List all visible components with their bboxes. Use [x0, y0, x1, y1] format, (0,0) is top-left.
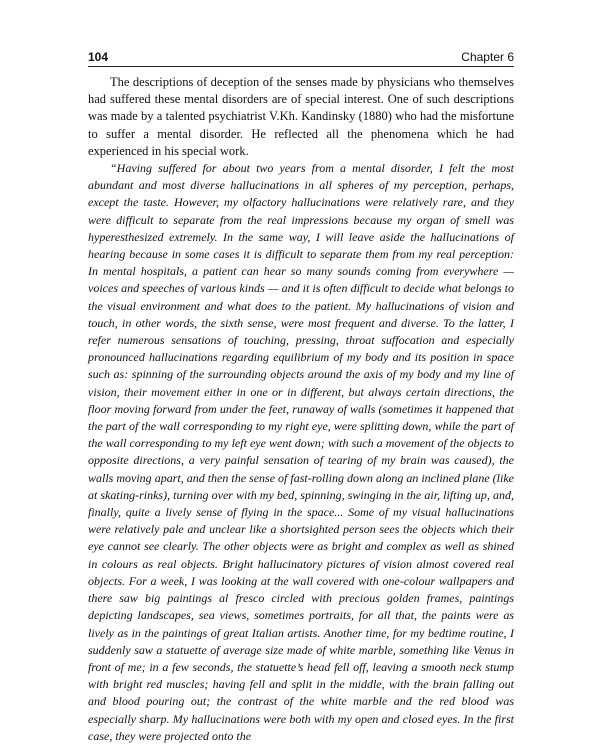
chapter-label: Chapter 6	[461, 50, 514, 64]
intro-paragraph: The descriptions of deception of the senses made by physicians who themselves had suffered these mental disorders are of special interest. One of such descriptions was made by a talented psychiatrist V.Kh. Kandinsky (1880) who had the misfortune to suffer a mental disorder. He reflected all the phenomena which he had experienced in his special work.	[88, 75, 514, 158]
body-text	[88, 74, 514, 745]
running-head	[88, 48, 514, 66]
page-number: 104	[88, 50, 109, 64]
quotation-paragraph: “Having suffered for about two years from a mental disorder, I felt the most abundant and most diverse hallucinations in all spheres of my perception, perhaps, except the taste. However, my olfactory hallucinations were relatively rare, and they were difficult to separate from the real impressions because my organ of smell was hyperesthesized extremely. In the same way, I will leave aside the hallucinations of hearing because in some cases it is difficult to separate them from my real perception: In mental hospitals, a patient can hear so many sounds coming from everywhere — voices and speeches of various kinds — and it is often difficult to decide what belongs to the visual environment and what does to the patient. My hallucinations of vision and touch, in other words, the sixth sense, were most frequent and diverse. To the latter, I refer numerous sensations of touching, pressing, throat suffocation and especially pronounced hallucinations regarding equilibrium of my body and its position in space such as: spinning of the surrounding objects around the axis of my body and my line of vision, their movement either in one or in different, but always certain directions, the floor moving forward from under the feet, runaway of walls (sometimes it happened that the part of the wall corresponding to my right eye, were splitting down, while the part of the wall corresponding to my left eye went down; with such a movement of the objects to opposite directions, a very painful sensation of tearing of my brain was caused), the walls moving apart, and then the sense of fast-rolling down along an inclined plane (like at skating-rinks), turning over with my bed, spinning, swinging in the air, lifting up, and, finally, quite a lively sense of flying in the space... Some of my visual hallucinations were relatively pale and unclear like a shortsighted person sees the objects which their eye cannot see clearly. The other objects were as bright and complex as well as shined in colours as real objects. Bright hallucinatory pictures of vision almost covered real objects. For a week, I was looking at the wall covered with one-colour wallpapers and there saw big paintings al fresco circled with precious golden frames, paintings depicting landscapes, sea views, sometimes portraits, for all that, the paints were as lively as in the paintings of great Italian artists. Another time, for my bedtime routine, I suddenly saw a statuette of average size made of white marble, something like Venus in front of me; in a few seconds, the statuette’s head fell off, leaving a smooth neck stump with bright red muscles; having fell and split in the middle, with the brain falling out and blood pouring out; the contrast of the white marble and the red blood was especially sharp. My hallucinations were both with my open and closed eyes. In the first case, they were projected onto the	[88, 161, 514, 743]
header-rule	[88, 66, 514, 67]
